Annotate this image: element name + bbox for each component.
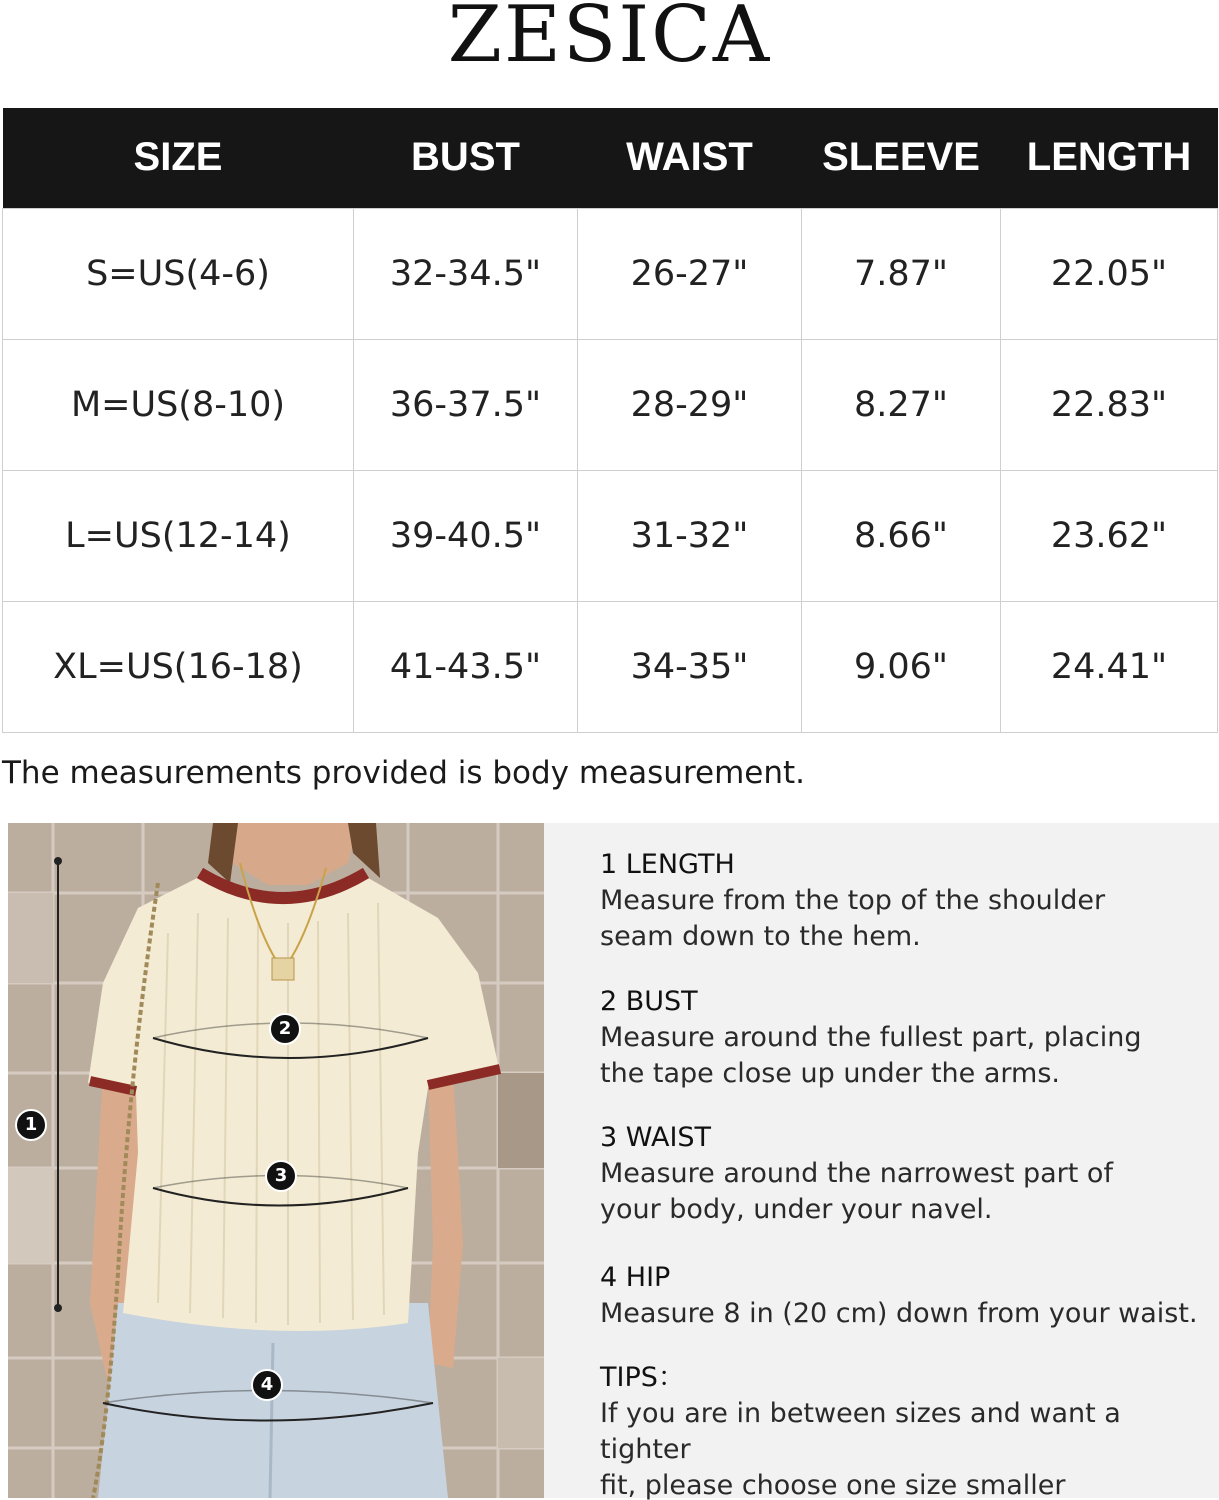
guide-title: 2 BUST <box>600 986 698 1017</box>
size-cell: M=US(8-10) <box>3 339 354 470</box>
length-cell: 22.05" <box>1001 208 1218 339</box>
model-photo <box>8 823 544 1498</box>
size-chart-table <box>2 108 1218 733</box>
guide-title: 1 LENGTH <box>600 849 735 880</box>
guide-line: the tape close up under the arms. <box>600 1058 1060 1089</box>
guide-tips <box>600 1360 1215 1500</box>
sleeve-cell: 8.66" <box>802 470 1001 601</box>
guide-waist <box>600 1120 1215 1228</box>
guide-line: If you are in between sizes and want a tighter <box>600 1398 1121 1465</box>
waist-cell: 26-27" <box>578 208 802 339</box>
length-cell: 23.62" <box>1001 470 1218 601</box>
table-header-row <box>3 108 1218 208</box>
marker-waist: 3 <box>265 1160 297 1192</box>
sleeve-cell: 7.87" <box>802 208 1001 339</box>
table-row <box>3 339 1218 470</box>
bust-cell: 32-34.5" <box>354 208 578 339</box>
guide-length <box>600 847 1215 955</box>
guide-hip <box>600 1260 1215 1332</box>
guide-line: Measure from the top of the shoulder <box>600 885 1106 916</box>
length-cell: 22.83" <box>1001 339 1218 470</box>
measurement-note: The measurements provided is body measurement. <box>2 755 806 791</box>
sleeve-cell: 9.06" <box>802 601 1001 732</box>
header-length: LENGTH <box>1001 108 1218 208</box>
guide-line: your body, under your navel. <box>600 1194 993 1225</box>
header-size: SIZE <box>3 108 354 208</box>
header-waist: WAIST <box>578 108 802 208</box>
guide-line: seam down to the hem. <box>600 921 921 952</box>
guide-line: Measure 8 in (20 cm) down from your waist. <box>600 1298 1198 1329</box>
table-row <box>3 601 1218 732</box>
guide-title: 3 WAIST <box>600 1122 712 1153</box>
measurement-guide <box>544 823 1219 1498</box>
header-bust: BUST <box>354 108 578 208</box>
table-row <box>3 208 1218 339</box>
guide-bust <box>600 984 1215 1092</box>
length-cell: 24.41" <box>1001 601 1218 732</box>
bust-cell: 36-37.5" <box>354 339 578 470</box>
waist-cell: 34-35" <box>578 601 802 732</box>
waist-cell: 31-32" <box>578 470 802 601</box>
marker-bust: 2 <box>269 1013 301 1045</box>
bust-cell: 39-40.5" <box>354 470 578 601</box>
guide-line: Measure around the fullest part, placing <box>600 1022 1142 1053</box>
brand-logo: ZESICA <box>447 0 772 80</box>
size-cell: XL=US(16-18) <box>3 601 354 732</box>
size-cell: L=US(12-14) <box>3 470 354 601</box>
bust-cell: 41-43.5" <box>354 601 578 732</box>
marker-hip: 4 <box>251 1369 283 1401</box>
header-sleeve: SLEEVE <box>802 108 1001 208</box>
table-row <box>3 470 1218 601</box>
marker-length: 1 <box>15 1109 47 1141</box>
waist-cell: 28-29" <box>578 339 802 470</box>
size-cell: S=US(4-6) <box>3 208 354 339</box>
guide-line: fit, please choose one size smaller <box>600 1470 1066 1500</box>
guide-title: TIPS： <box>600 1362 685 1393</box>
sleeve-cell: 8.27" <box>802 339 1001 470</box>
guide-line: Measure around the narrowest part of <box>600 1158 1113 1189</box>
guide-title: 4 HIP <box>600 1262 671 1293</box>
